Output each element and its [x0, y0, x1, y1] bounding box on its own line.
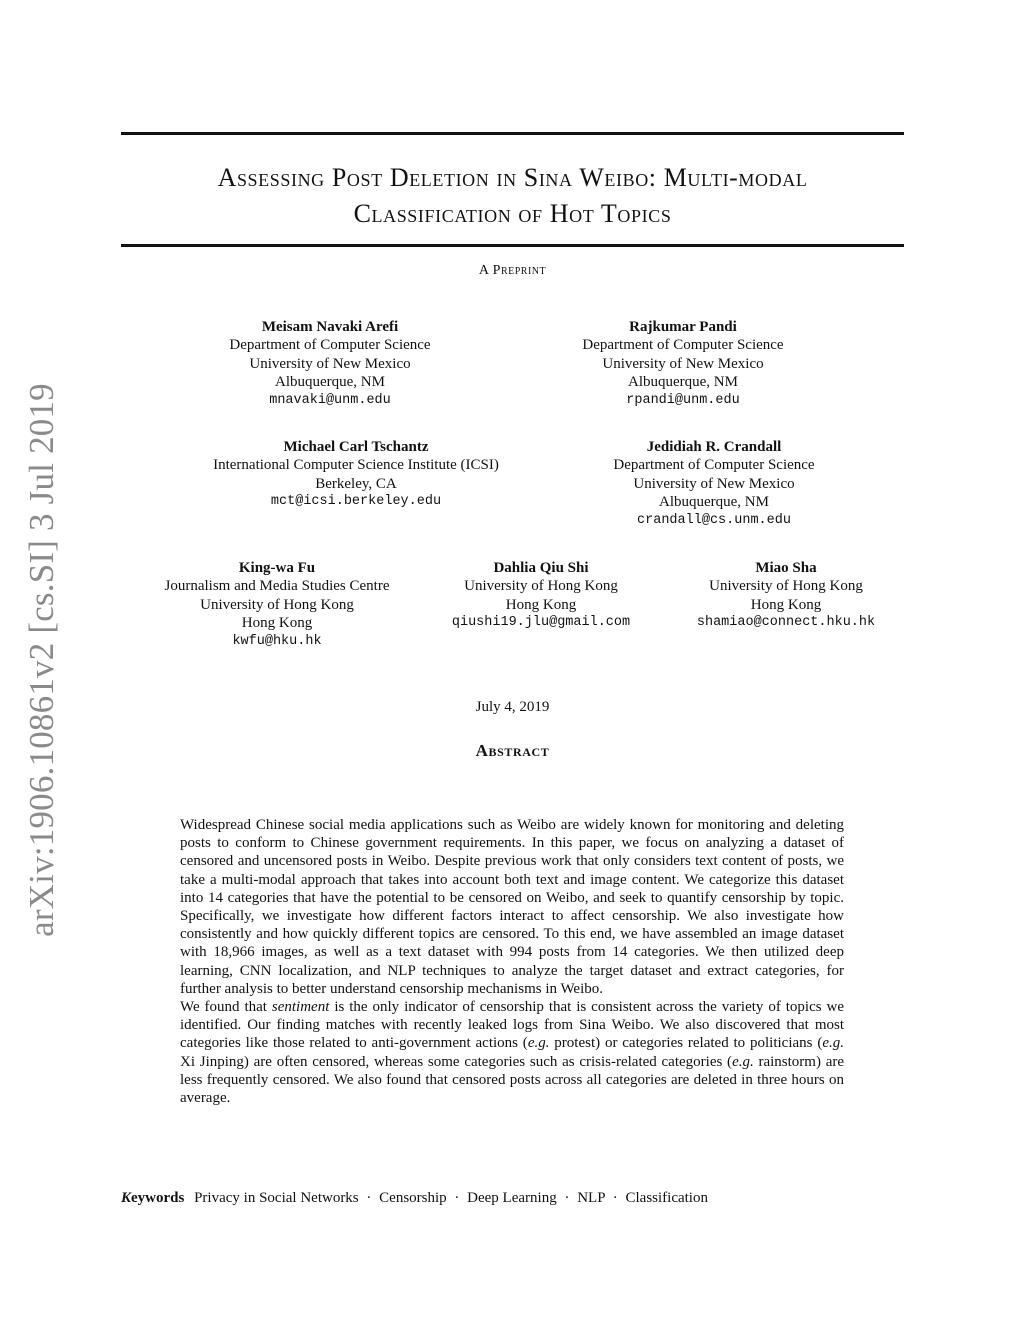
- keyword-item: Privacy in Social Networks: [194, 1190, 359, 1206]
- author-affiliation-line: International Computer Science Institute (ICSI): [213, 457, 499, 474]
- author-affiliation-line: Department of Computer Science: [229, 337, 431, 354]
- keyword-separator: ·: [366, 1190, 372, 1206]
- author-affiliation-line: Department of Computer Science: [582, 337, 784, 354]
- author-affiliation-line: Hong Kong: [505, 596, 577, 613]
- abstract-paragraph-2: [180, 998, 844, 1107]
- author-affiliation-line: University of New Mexico: [249, 355, 411, 372]
- keywords-label: [121, 1190, 184, 1206]
- author-block-4: [584, 438, 844, 530]
- title-line-1: Assessing Post Deletion in Sina Weibo: Multi-modal: [217, 163, 808, 192]
- keyword-item: Deep Learning: [467, 1190, 557, 1206]
- title-rule-top: [121, 132, 904, 135]
- author-name: Rajkumar Pandi: [629, 319, 737, 335]
- author-affiliation-line: University of New Mexico: [602, 355, 764, 372]
- abstract-emphasis: e.g.: [822, 1035, 844, 1052]
- author-block-6: [421, 559, 661, 633]
- title-rule-bottom: [121, 244, 904, 247]
- keyword-separator: ·: [612, 1190, 618, 1206]
- abstract-text: We found that: [180, 999, 272, 1016]
- author-name: Meisam Navaki Arefi: [261, 319, 399, 335]
- keyword-separator: ·: [564, 1190, 570, 1206]
- author-affiliation-line: Albuquerque, NM: [628, 374, 738, 391]
- abstract-heading: Abstract: [475, 741, 550, 760]
- author-affiliation-line: Berkeley, CA: [315, 475, 397, 492]
- keyword-item: Censorship: [379, 1190, 447, 1206]
- author-affiliation-line: Journalism and Media Studies Centre: [164, 578, 390, 595]
- abstract-text: rainstorm) are less frequently censored. We also found that censored posts across all categories are deleted in three hours on average.: [180, 1053, 845, 1107]
- author-email: kwfu@hku.hk: [232, 633, 322, 649]
- author-name: Miao Sha: [755, 560, 817, 576]
- author-name: Michael Carl Tschantz: [283, 439, 429, 455]
- author-email: shamiao@connect.hku.hk: [696, 615, 876, 631]
- author-affiliation-line: University of Hong Kong: [200, 596, 354, 613]
- title-line-2: Classification of Hot Topics: [353, 199, 672, 228]
- author-affiliation-line: University of New Mexico: [633, 475, 795, 492]
- author-name: Dahlia Qiu Shi: [493, 560, 589, 576]
- abstract-text: is the only indicator of censorship that is consistent across the variety of topics we identified. Our finding matches with recently leaked logs from Sina Weibo. We also discovered that most categories like those related to anti-government actions (: [180, 999, 844, 1052]
- abstract-emphasis: e.g.: [732, 1053, 754, 1070]
- author-affiliation-line: Hong Kong: [750, 596, 822, 613]
- keyword-item: NLP: [577, 1190, 605, 1206]
- author-name: Jedidiah R. Crandall: [646, 439, 782, 455]
- abstract-text: protest) or categories related to politicians (: [549, 1035, 823, 1052]
- abstract-emphasis: sentiment: [271, 999, 330, 1016]
- author-email: crandall@cs.unm.edu: [637, 512, 791, 528]
- keyword-item: Classification: [625, 1190, 708, 1206]
- paper-date: July 4, 2019: [475, 699, 550, 715]
- author-email: mnavaki@unm.edu: [269, 392, 391, 408]
- abstract-body: [180, 816, 844, 1107]
- abstract-paragraph-1: Widespread Chinese social media applications such as Weibo are widely known for monitoring and deleting posts to conform to Chinese government requirements. In this paper, we focus on analyzing a dataset of censored and uncensored posts in Weibo. Despite previous work that only considers text content of posts, we take a multi-modal approach that takes into account both text and image content. We categorize this dataset into 14 categories that have the potential to be censored on Weibo, and seek to quantify censorship by topic. Specifically, we investigate how different factors interact to affect censorship. We also investigate how consistently and how quickly different topics are censored. To this end, we have assembled an image dataset with 18,966 images, as well as a text dataset with 994 posts from 14 categories. We then utilized deep learning, CNN localization, and NLP techniques to analyze the target dataset and extract categories, for further analysis to better understand censorship mechanisms in Weibo.: [180, 817, 844, 997]
- author-name: King-wa Fu: [238, 560, 316, 576]
- keywords-label-rest: eywords: [131, 1190, 185, 1206]
- author-affiliation-line: Albuquerque, NM: [275, 374, 385, 391]
- author-block-1: [200, 318, 460, 410]
- keywords-label-initial: K: [121, 1190, 132, 1206]
- keyword-separator: ·: [454, 1190, 460, 1206]
- author-email: rpandi@unm.edu: [626, 392, 740, 408]
- author-affiliation-line: University of Hong Kong: [464, 578, 618, 595]
- author-affiliation-line: University of Hong Kong: [709, 578, 863, 595]
- author-block-2: [553, 318, 813, 410]
- keywords-line: [121, 1190, 904, 1207]
- author-affiliation-line: Albuquerque, NM: [659, 494, 769, 511]
- author-block-7: [666, 559, 906, 633]
- abstract-text: Xi Jinping) are often censored, whereas some categories such as crisis-related categories (: [180, 1053, 733, 1070]
- author-block-5: [137, 559, 417, 651]
- author-email: qiushi19.jlu@gmail.com: [451, 615, 631, 631]
- paper-title: [121, 160, 904, 232]
- author-email: mct@icsi.berkeley.edu: [270, 494, 442, 510]
- author-affiliation-line: Department of Computer Science: [613, 457, 815, 474]
- arxiv-stamp: arXiv:1906.10861v2 [cs.SI] 3 Jul 2019: [22, 383, 61, 937]
- author-affiliation-line: Hong Kong: [241, 615, 313, 632]
- abstract-emphasis: e.g.: [527, 1035, 550, 1052]
- preprint-label: A Preprint: [478, 263, 547, 278]
- author-block-3: [176, 438, 536, 512]
